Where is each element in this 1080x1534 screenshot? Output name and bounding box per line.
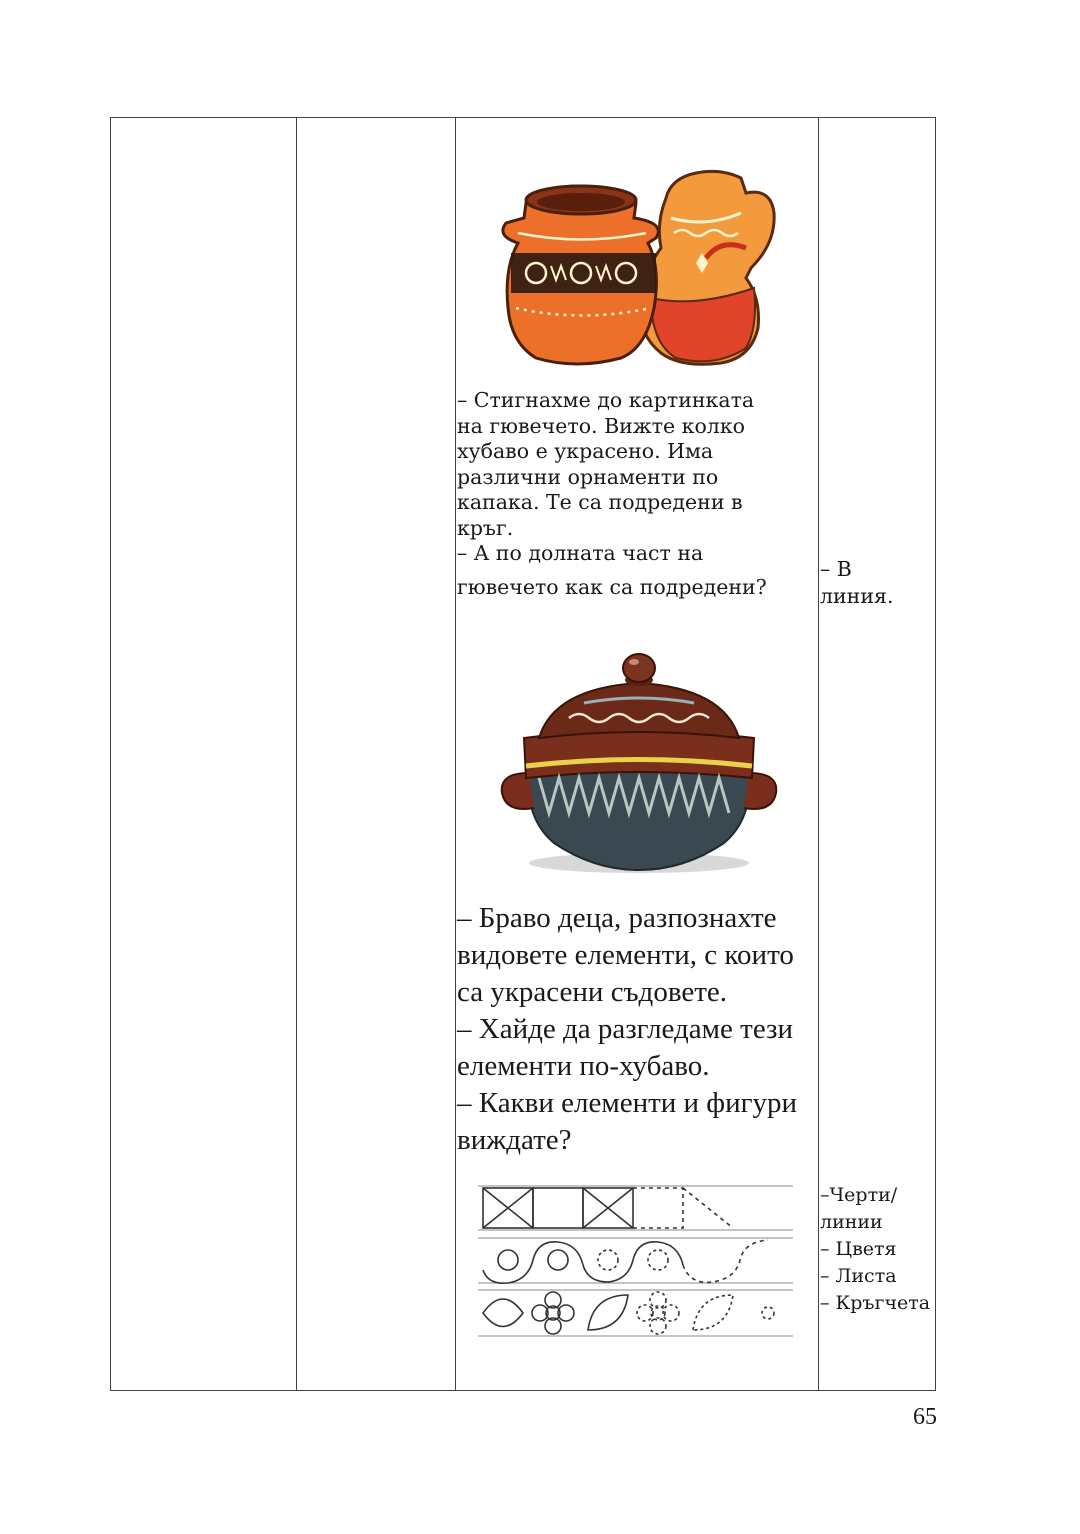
flowers-leaves-row (483, 1292, 774, 1334)
ornament-tracing-worksheet (478, 1180, 798, 1340)
lesson-table (110, 117, 936, 1391)
ceramic-pots-illustration (496, 158, 786, 368)
answer-cell (819, 118, 935, 1390)
dialogue-question: гювечето как са подредени? (457, 574, 767, 599)
answer-text-2: –Черти/ линии – Цветя – Листа – Кръгчета (820, 1184, 931, 1314)
answer-text-1: – В линия. (820, 557, 894, 608)
dialogue-paragraph-large (457, 900, 817, 1159)
clay-casserole-illustration (494, 648, 784, 878)
page-number: 65 (913, 1404, 937, 1430)
lines-row (483, 1188, 733, 1228)
dialogue-text-large: – Браво деца, разпознахте видовете елементи, с които са украсени съдовете. – Хайде да разгледаме тези елементи по-хубаво. – Какви елементи и фигури виждате? (457, 902, 798, 1156)
activity-cell (456, 118, 818, 1390)
column-divider (296, 118, 297, 1390)
dialogue-paragraph (457, 388, 817, 600)
dialogue-text: – Стигнахме до картинката на гювечето. Вижте колко хубаво е украсено. Има различни орнаменти по капака. Те са подредени в кръг. – А по долната част на (457, 388, 755, 565)
curves-row (483, 1240, 768, 1283)
